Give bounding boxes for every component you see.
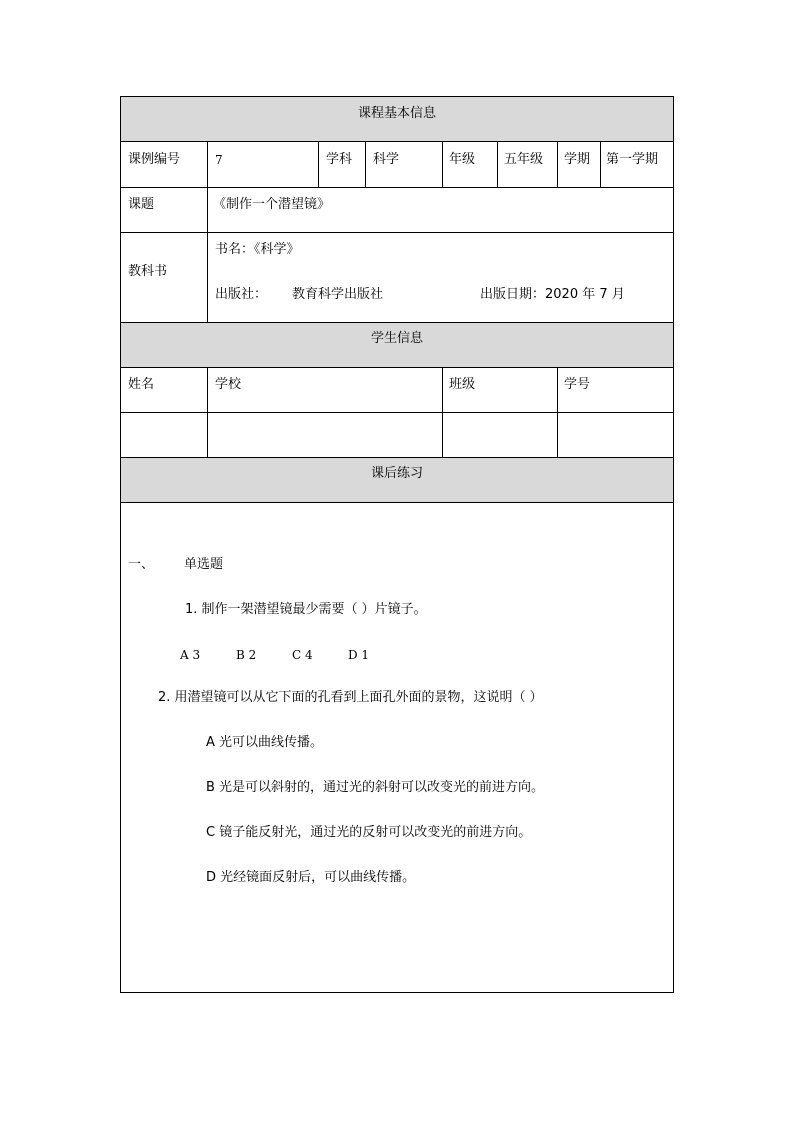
subject-value: 科学: [373, 152, 400, 167]
publisher-value: 教育科学出版社: [292, 287, 384, 302]
col-divider: [365, 141, 366, 187]
col-divider: [557, 367, 558, 457]
col-divider: [207, 187, 208, 322]
student-no-label: 学号: [564, 377, 591, 392]
grade-value: 五年级: [504, 152, 544, 167]
col-divider: [318, 141, 319, 187]
exercises-title: 课后练习: [370, 466, 423, 481]
name-label: 姓名: [128, 377, 155, 392]
q1-option: D 1: [348, 648, 370, 662]
question-2: 2. 用潜望镜可以从它下面的孔看到上面孔外面的景物，这说明（ ）: [158, 690, 543, 705]
q1-option: B 2: [236, 648, 257, 662]
student-info-title: 学生信息: [370, 331, 423, 346]
col-divider: [600, 141, 601, 187]
row-divider: [121, 412, 673, 413]
term-label: 学期: [564, 152, 591, 167]
case-no-label: 课例编号: [128, 152, 181, 167]
course-table: [120, 96, 674, 993]
section-title: 单选题: [184, 557, 224, 572]
row-divider: [121, 322, 673, 323]
col-divider: [442, 367, 443, 457]
q2-option: A 光可以曲线传播。: [206, 735, 324, 750]
row-divider: [121, 232, 673, 233]
row-divider: [121, 502, 673, 503]
row-divider: [121, 141, 673, 142]
course-info-title: 课程基本信息: [357, 106, 436, 121]
publisher-label: 出版社：: [215, 287, 268, 302]
course-info-header: [121, 97, 673, 142]
subject-label: 学科: [326, 152, 353, 167]
student-info-header: [121, 322, 673, 367]
q2-option: B 光是可以斜射的，通过光的斜射可以改变光的前进方向。: [206, 780, 545, 795]
q1-option: C 4: [292, 648, 313, 662]
col-divider: [557, 141, 558, 187]
case-no-value: 7: [215, 153, 223, 167]
col-divider: [207, 367, 208, 457]
q1-option: A 3: [180, 648, 201, 662]
term-value: 第一学期: [606, 152, 659, 167]
book-name: 书名：《科学》: [215, 242, 300, 257]
section-number: 一、: [128, 557, 155, 572]
publish-date: 出版日期：2020 年 7 月: [480, 287, 625, 302]
topic-value: 《制作一个潜望镜》: [213, 197, 331, 212]
row-divider: [121, 457, 673, 458]
col-divider: [442, 141, 443, 187]
col-divider: [497, 141, 498, 187]
question-1: 1. 制作一架潜望镜最少需要（ ）片镜子。: [185, 602, 427, 617]
row-divider: [121, 187, 673, 188]
grade-label: 年级: [449, 152, 476, 167]
class-label: 班级: [449, 377, 476, 392]
school-label: 学校: [215, 377, 242, 392]
col-divider: [207, 141, 208, 187]
textbook-label: 教科书: [128, 264, 168, 279]
q2-option: D 光经镜面反射后，可以曲线传播。: [206, 870, 416, 885]
row-divider: [121, 367, 673, 368]
topic-label: 课题: [128, 197, 155, 212]
q2-option: C 镜子能反射光，通过光的反射可以改变光的前进方向。: [206, 825, 532, 840]
exercises-header: [121, 457, 673, 502]
